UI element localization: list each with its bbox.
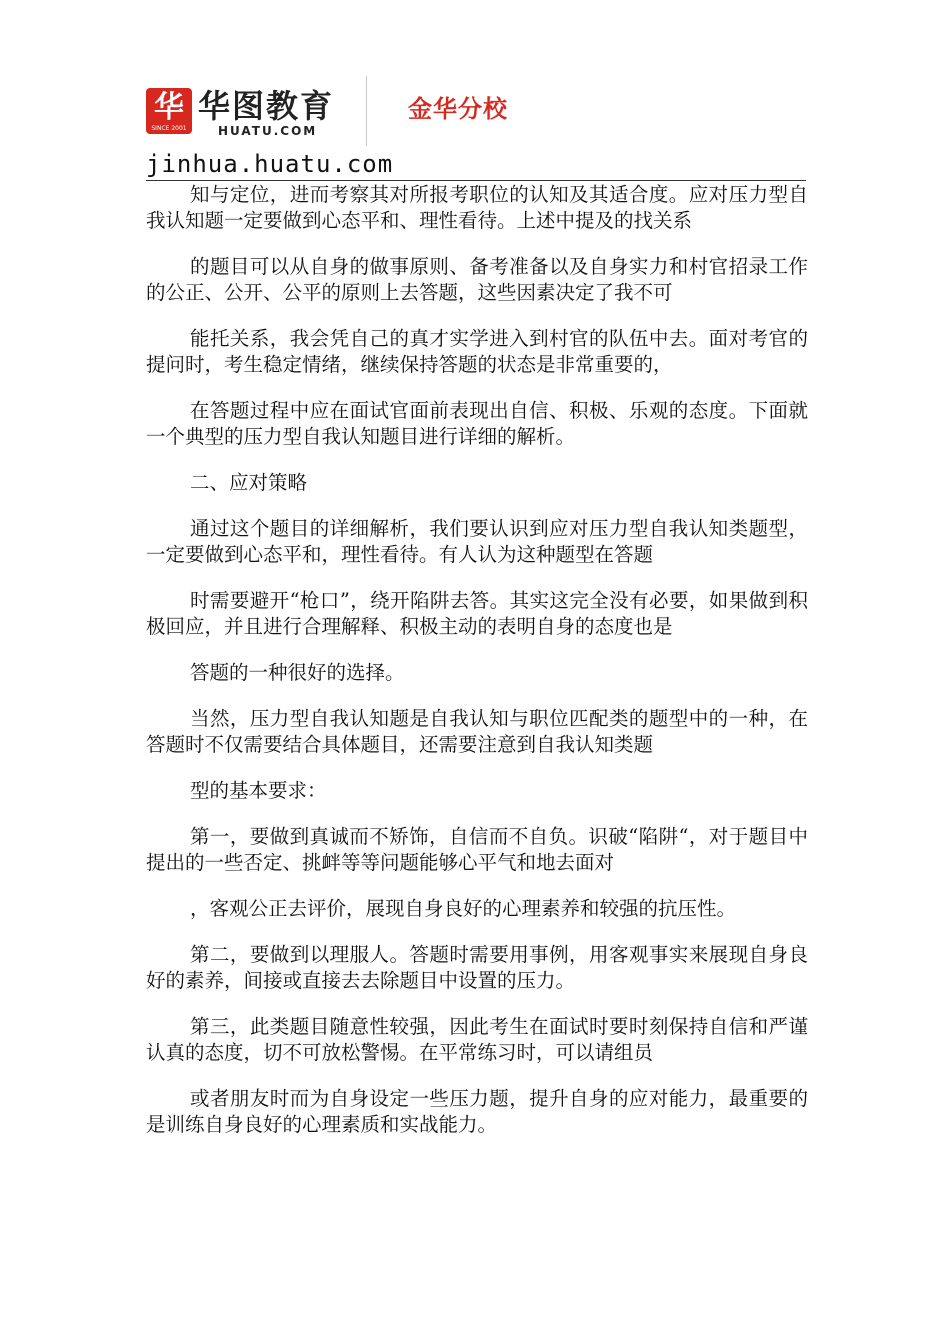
paragraph: 第二，要做到以理服人。答题时需要用事例，用客观事实来展现自身良好的素养，间接或直接去去除题目中设置的压力。 [146, 943, 808, 992]
header-rule [146, 180, 806, 181]
paragraph: 当然，压力型自我认知题是自我认知与职位匹配类的题型中的一种，在答题时不仅需要结合具体题目，还需要注意到自我认知类题 [146, 707, 808, 756]
site-url: jinhua.huatu.com [146, 150, 394, 178]
paragraph: 能托关系，我会凭自己的真才实学进入到村官的队伍中去。面对考官的提问时，考生稳定情绪，继续保持答题的状态是非常重要的， [146, 327, 808, 376]
paragraph: 型的基本要求： [190, 779, 327, 802]
brand-name-cn: 华图教育 [198, 87, 335, 125]
paragraph: 答题的一种很好的选择。 [190, 661, 405, 684]
paragraph: 的题目可以从自身的做事原则、备考准备以及自身实力和村官招录工作的公正、公开、公平的原则上去答题，这些因素决定了我不可 [146, 255, 808, 304]
paragraph: 在答题过程中应在面试官面前表现出自信、积极、乐观的态度。下面就一个典型的压力型自我认知题目进行详细的解析。 [146, 399, 808, 448]
document-body [146, 182, 808, 1158]
huatu-logo-icon [146, 88, 192, 134]
paragraph: 或者朋友时而为自身设定一些压力题，提升自身的应对能力，最重要的是训练自身良好的心理素质和实战能力。 [146, 1087, 808, 1136]
header-divider [366, 76, 367, 146]
paragraph: 知与定位，进而考察其对所报考职位的认知及其适合度。应对压力型自我认知题一定要做到心态平和、理性看待。上述中提及的找关系 [146, 183, 808, 232]
paragraph: 通过这个题目的详细解析，我们要认识到应对压力型自我认知类题型，一定要做到心态平和，理性看待。有人认为这种题型在答题 [146, 517, 808, 566]
page-header [0, 0, 950, 190]
branch-name: 金华分校 [408, 95, 508, 123]
section-heading: 二、应对策略 [190, 471, 308, 494]
paragraph: 第三，此类题目随意性较强，因此考生在面试时要时刻保持自信和严谨认真的态度，切不可放松警惕。在平常练习时，可以请组员 [146, 1015, 808, 1064]
brand-name-en: HUATU.COM [218, 124, 318, 138]
paragraph: 时需要避开“枪口”，绕开陷阱去答。其实这完全没有必要，如果做到积极回应，并且进行合理解释、积极主动的表明自身的态度也是 [146, 589, 808, 638]
paragraph: ，客观公正去评价，展现自身良好的心理素养和较强的抗压性。 [190, 897, 737, 920]
logo-glyph: 华 [154, 90, 184, 125]
logo-since-text: SINCE 2001 [151, 125, 187, 132]
paragraph: 第一，要做到真诚而不矫饰，自信而不自负。识破“陷阱“，对于题目中提出的一些否定、挑衅等等问题能够心平气和地去面对 [146, 825, 808, 874]
